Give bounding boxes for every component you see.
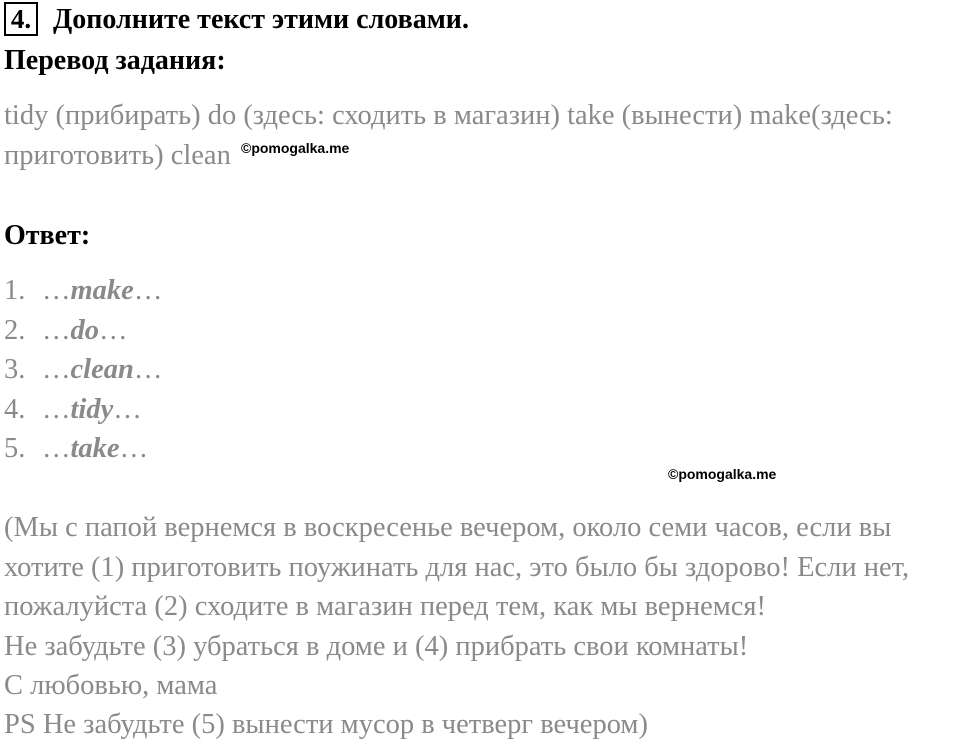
letter-line-6: PS Не забудьте (5) вынести мусор в четверг вечером) <box>4 709 648 740</box>
answer-word: make <box>70 275 134 306</box>
answer-item <box>4 350 162 390</box>
watermark-inline: ©pomogalka.me <box>241 140 350 156</box>
answer-prefix: … <box>42 354 71 385</box>
answer-word: clean <box>70 354 134 385</box>
answer-number: 2. <box>4 315 26 346</box>
translation-line-2: приготовить) clean <box>4 140 231 171</box>
answer-suffix: … <box>99 315 128 346</box>
answer-suffix: … <box>113 394 142 425</box>
watermark-bottom: ©pomogalka.me <box>668 466 777 482</box>
answer-item <box>4 271 162 311</box>
letter-line-1: (Мы с папой вернемся в воскресенье вечером, около семи часов, если вы <box>4 512 892 543</box>
translation-line-1: tidy (прибирать) do (здесь: сходить в магазин) take (вынести) make(здесь: <box>4 100 893 131</box>
answer-number: 1. <box>4 275 26 306</box>
letter-line-3: пожалуйста (2) сходите в магазин перед тем, как мы вернемся! <box>4 591 766 622</box>
answer-suffix: … <box>133 275 163 306</box>
answer-heading: Ответ: <box>4 220 91 251</box>
answer-suffix: … <box>119 433 149 464</box>
answer-number: 4. <box>4 394 26 425</box>
translation-heading: Перевод задания: <box>4 45 226 76</box>
answer-word: tidy <box>70 394 114 425</box>
answer-prefix: … <box>42 394 71 425</box>
task-number-box <box>4 2 38 36</box>
letter-line-4: Не забудьте (3) убраться в доме и (4) прибрать свои комнаты! <box>4 631 749 662</box>
answer-number: 3. <box>4 354 26 385</box>
task-title: Дополните текст этими словами. <box>53 4 469 35</box>
answer-prefix: … <box>42 275 71 306</box>
answer-prefix: … <box>42 433 71 464</box>
answer-prefix: … <box>42 315 71 346</box>
answer-item <box>4 390 142 430</box>
answer-word: do <box>70 315 99 346</box>
answer-item <box>4 311 128 351</box>
letter-line-2: хотите (1) приготовить поужинать для нас, это было бы здорово! Если нет, <box>4 552 910 583</box>
answer-item <box>4 429 148 469</box>
answer-suffix: … <box>133 354 163 385</box>
letter-line-5: С любовью, мама <box>4 670 218 701</box>
task-number: 4. <box>10 4 32 34</box>
answer-number: 5. <box>4 433 26 464</box>
answer-word: take <box>70 433 120 464</box>
